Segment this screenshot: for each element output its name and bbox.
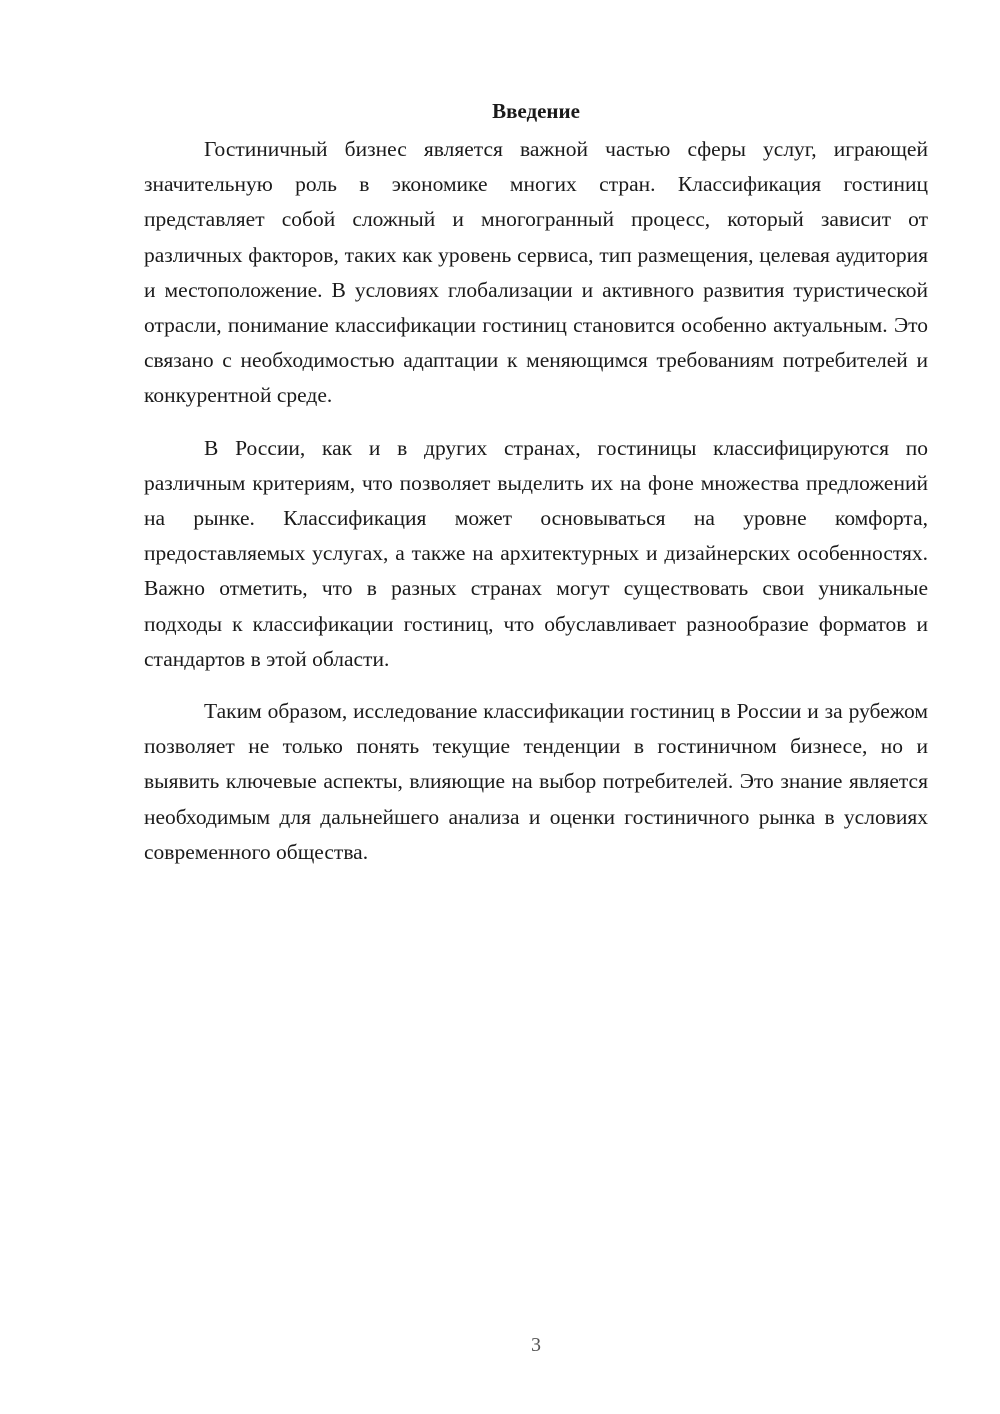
page-number: 3 — [531, 1334, 541, 1356]
paragraph: Таким образом, исследование классификации гостиниц в России и за рубежом позволяет не только понять текущие тенденции в гостиничном бизнесе, но и выявить ключевые аспекты, влияющие на выбор потребителей. Это знание является необходимым для дальнейшего анализа и оценки гостиничного рынка в условиях современного общества. — [144, 699, 928, 864]
paragraph: Гостиничный бизнес является важной частью сферы услуг, играющей значительную роль в экономике многих стран. Классификация гостиниц представляет собой сложный и многогранный процесс, который зависит от различных факторов, таких как уровень сервиса, тип размещения, целевая аудитория и местоположение. В условиях глобализации и активного развития туристической отрасли, понимание классификации гостиниц становится особенно актуальным. Это связано с необходимостью адаптации к меняющимся требованиям потребителей и конкурентной среде. — [144, 137, 928, 408]
page-content — [144, 96, 928, 887]
paragraph: В России, как и в других странах, гостиницы классифицируются по различным критериям, что позволяет выделить их на фоне множества предложений на рынке. Классификация может основываться на уровне комфорта, предоставляемых услугах, а также на архитектурных и дизайнерских особенностях. Важно отметить, что в разных странах могут существовать свои уникальные подходы к классификации гостиниц, что обуславливает разнообразие форматов и стандартов в этой области. — [144, 435, 928, 671]
section-title: Введение — [492, 99, 580, 123]
